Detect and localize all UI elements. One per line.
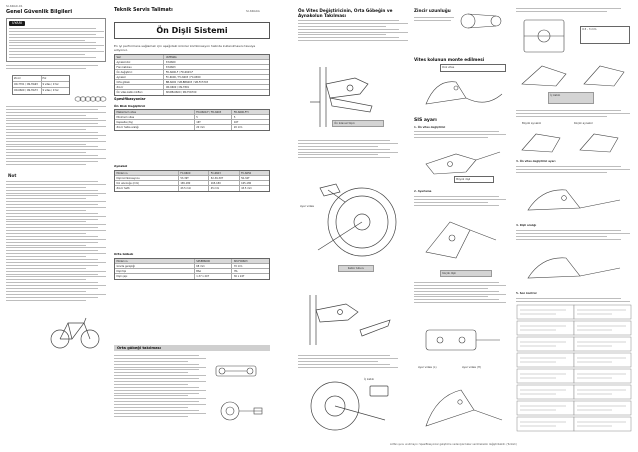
troubleshooting-table — [516, 304, 632, 434]
derailleur-adjust-diagram-2 — [520, 180, 630, 220]
cable-callout: Düz vites — [440, 64, 506, 72]
crank-diagram-icon — [210, 360, 266, 382]
label-small-ring: Küçük aynakol — [574, 122, 593, 125]
shift-lever-diagram — [416, 74, 506, 110]
sis-text-1 — [414, 131, 506, 140]
chain-length-diagram — [458, 12, 506, 30]
bottom-bracket-label: Orta Göbek — [114, 252, 134, 256]
front-derailleur-table: Maksimum vites FD-6600-F / FD-6603 FD-6600-FTI Minimum vites 5 5 Kapasite (diş) 16T 16T Zincir halka aralığı 20 mm 20 mm — [114, 109, 270, 131]
warning-text — [9, 28, 104, 60]
bracket-diagram-icon — [210, 400, 266, 422]
note-text — [6, 181, 106, 302]
warning-badge: UYARI — [9, 21, 25, 26]
chain-length-header: Zincir uzunluğu — [414, 8, 451, 13]
sis-header: SIS ayarı — [414, 118, 437, 123]
derailleur-small-diagram — [516, 60, 574, 90]
chainring-diagram — [300, 172, 400, 264]
step-5: 5. Son kontrol — [516, 292, 537, 295]
specifications-label: Spesifikasyonlar — [114, 97, 146, 101]
right-text-3 — [516, 166, 630, 175]
warning-box — [6, 18, 106, 62]
sis-text-3 — [414, 282, 506, 305]
left-code: SI-6RA0-01 — [6, 4, 23, 8]
adjust-screw-diagram — [416, 212, 506, 268]
install-text-2 — [298, 140, 398, 160]
diagram-label-2: İç kablo — [364, 378, 375, 381]
right-callout-2: İç kablo — [548, 92, 594, 104]
sis-text-2 — [414, 196, 506, 208]
chain-length-text — [414, 17, 454, 23]
step-1: 1. Ön vites değiştirici — [414, 126, 446, 129]
right-text-2 — [516, 110, 630, 119]
install-text — [298, 20, 408, 43]
label-screw-h: Ayar vidası (H) — [462, 366, 481, 369]
right-text-5 — [516, 298, 630, 304]
doc-title: Ön Dişli Sistemi — [114, 22, 270, 39]
right-callout-1: 0.5 - 3 mm — [580, 26, 630, 44]
step-3: 3. Ön vites değiştirici ayarı — [516, 160, 556, 163]
label-big-ring: Büyük aynakol — [522, 122, 542, 125]
center-code: SI-6RA0A — [246, 9, 260, 13]
safety-text-1 — [6, 106, 106, 167]
center-title: Teknik Servis Talimatı — [114, 8, 173, 13]
mount-text — [114, 355, 206, 419]
diagram-label-1: Ayar vidası — [300, 205, 315, 208]
cable-tension-diagram — [416, 376, 506, 436]
step-2: 2. Ayarlama — [414, 190, 432, 193]
warning-text-2 — [6, 65, 106, 71]
footer-note: Lütfen şunu unutmayın: Spesifikasyonlar geliştirme nedeniyle haber verilmeksizin değiştirilebilir. (Turkish) — [390, 443, 517, 446]
chain-ring-label: Ön Disk Değiştirici — [114, 104, 146, 108]
ring-pair-diagram — [516, 128, 630, 156]
crank-install-diagram — [300, 376, 395, 436]
install-header: Ön Vites Değiştiricinin, Orta Göbeğin ve Aynakolun Takılması — [298, 8, 393, 18]
install-callout-1: Ön kılavuz tüpü — [332, 120, 384, 127]
left-title: Genel Güvenlik Bilgileri — [6, 9, 73, 15]
crankset-table: Model no. FC-6600 FC-6603 FC-6650 Dişli kombinasyonu 53-39T 52-39-30T 50-34T Kol uzunluğu (mm) 165-180 165-180 165-180 Zincir hattı 43.5 mm 45 mm 43.5 mm — [114, 170, 270, 192]
note-title: Not — [8, 173, 17, 178]
gap-diagram — [520, 248, 630, 288]
mount-section-bar: Orta göbeği takılması — [114, 345, 270, 351]
compatibility-table: Seri ULTEGRA Aynakol-Kol ST-6600 Fren kablosu ST-6603 Ön değiştirici FD-6600-F / FD-6603-F Aynakol FC-6600 / FC-6603 / FC-6650 Orta göbek BB-6600 / SM-BB6603 / SM-FC5703 Zincir CN-6600 / CN-7801 Ön vites kablo kılıfları SM-BB-6600 / SM-FC6700 — [114, 54, 270, 96]
specs-intro: En iyi performans sağlamak için aşağıdaki ürünler kombinasyon halinde kullanılmasını tavsiye ediyoruz. — [114, 44, 256, 53]
derailleur-small-diagram-2 — [578, 60, 630, 90]
install-text-3 — [298, 355, 398, 369]
sis-callout-small: Küçük dişli — [440, 270, 492, 277]
bottom-bracket-table: Model no. SM-BB6600 SM-FC6603 Gövde genişliği 68 mm 70 mm Dişli tipi BSA ITA Dişli çapı 1.37 x 24T 36 x 24T — [114, 258, 270, 280]
label-screw-l: Ayar vidası (L) — [418, 366, 437, 369]
sis-callout-big: Büyük dişli — [454, 176, 494, 183]
install-callout-2: Kablo tutucu — [338, 265, 374, 272]
cable-header: Vites kolunun monte edilmesi — [414, 57, 485, 62]
chain-icon — [74, 94, 109, 104]
right-text-4 — [516, 230, 630, 242]
step-4: 4. Dişli aralığı — [516, 224, 537, 227]
chainrings-label: Aynakol — [114, 164, 128, 168]
chain-table: Zincir Hız CN-7701 / CN-HG93 9 vites / 9 hız CN-6600 / CN-HG73 9 vites / 9 hız — [12, 75, 70, 95]
right-text-1 — [516, 8, 630, 14]
chainline-diagram — [516, 14, 574, 58]
derailleur-mount-diagram — [300, 290, 395, 350]
bicycle-frame-icon — [50, 315, 100, 349]
limit-screw-diagram — [416, 320, 506, 364]
